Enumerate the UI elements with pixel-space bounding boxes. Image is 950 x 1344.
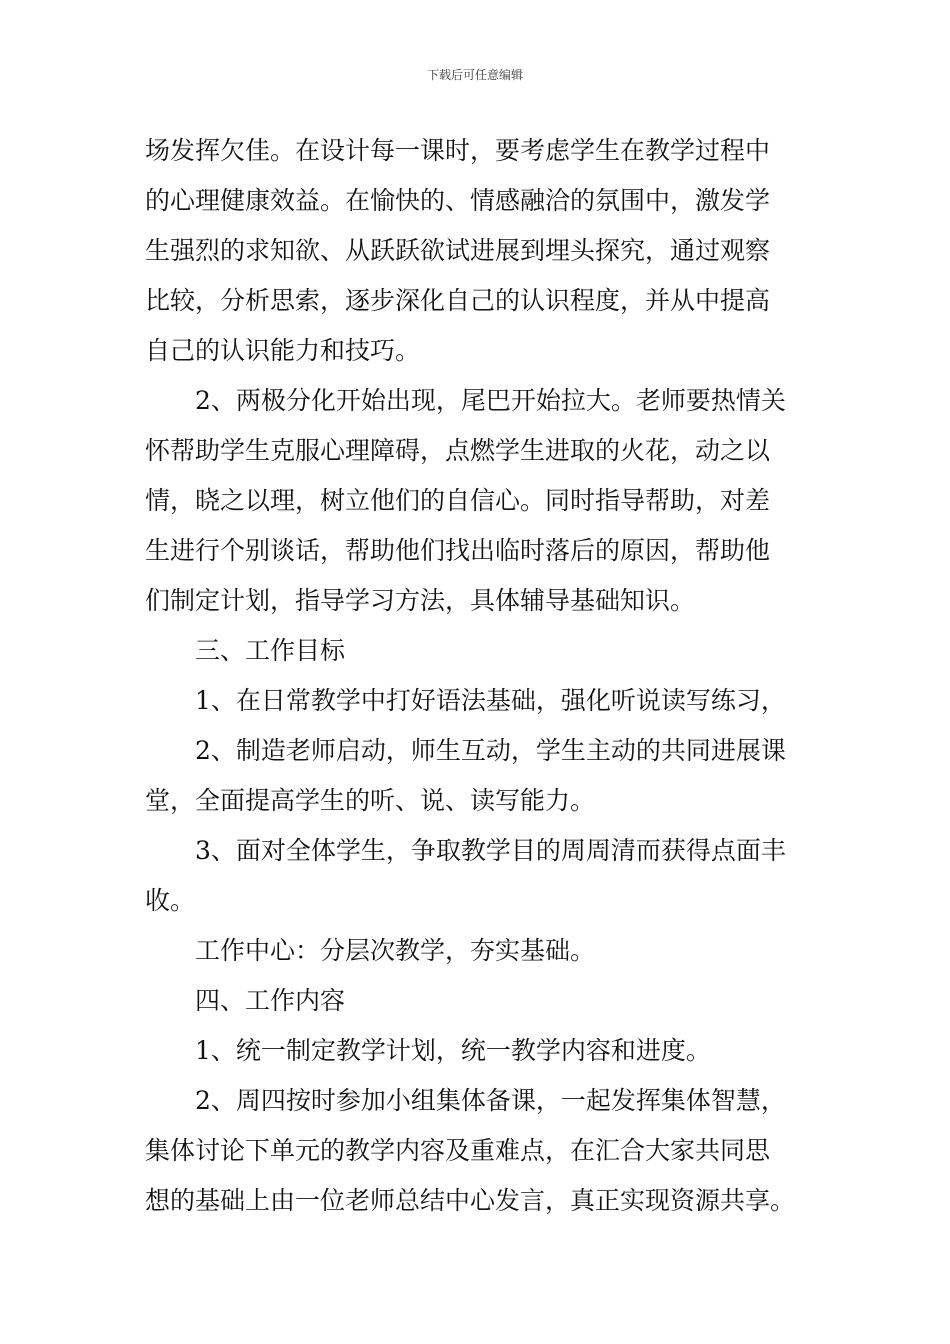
text-line: 堂，全面提高学生的听、说、读写能力。 — [145, 786, 596, 815]
text-line: 的心理健康效益。在愉快的、情感融洽的氛围中，激发学 — [145, 186, 771, 215]
text-line: 想的基础上由一位老师总结中心发言，真正实现资源共享。 — [145, 1186, 796, 1215]
page-header: 下载后可任意编辑 — [426, 68, 523, 82]
text-line: 2、制造老师启动，师生互动，学生主动的共同进展课 — [195, 736, 786, 765]
text-line: 情，晓之以理，树立他们的自信心。同时指导帮助，对差 — [145, 486, 771, 515]
text-line: 收。 — [145, 886, 196, 915]
text-line: 生进行个别谈话，帮助他们找出临时落后的原因，帮助他 — [145, 536, 771, 565]
text-line: 场发挥欠佳。在设计每一课时，要考虑学生在教学过程中 — [145, 136, 771, 165]
text-line: 2、周四按时参加小组集体备课，一起发挥集体智慧， — [195, 1086, 786, 1115]
document-body — [145, 126, 807, 1226]
text-line: 1、在日常教学中打好语法基础，强化听说读写练习， — [195, 686, 786, 715]
text-line: 自己的认识能力和技巧。 — [145, 336, 421, 365]
text-line: 1、统一制定教学计划，统一教学内容和进度。 — [195, 1036, 711, 1065]
text-line: 3、面对全体学生，争取教学目的周周清而获得点面丰 — [195, 836, 786, 865]
text-line: 比较，分析思索，逐步深化自己的认识程度，并从中提高 — [145, 286, 771, 315]
text-line: 四、工作内容 — [195, 986, 346, 1015]
text-line: 三、工作目标 — [195, 636, 346, 665]
text-line: 工作中心：分层次教学，夯实基础。 — [195, 936, 596, 965]
text-line: 怀帮助学生克服心理障碍，点燃学生进取的火花，动之以 — [145, 436, 771, 465]
text-line: 们制定计划，指导学习方法，具体辅导基础知识。 — [145, 586, 696, 615]
text-line: 2、两极分化开始出现，尾巴开始拉大。老师要热情关 — [195, 386, 786, 415]
text-line: 生强烈的求知欲、从跃跃欲试进展到埋头探究，通过观察 — [145, 236, 771, 265]
text-line: 集体讨论下单元的教学内容及重难点，在汇合大家共同思 — [145, 1136, 771, 1165]
